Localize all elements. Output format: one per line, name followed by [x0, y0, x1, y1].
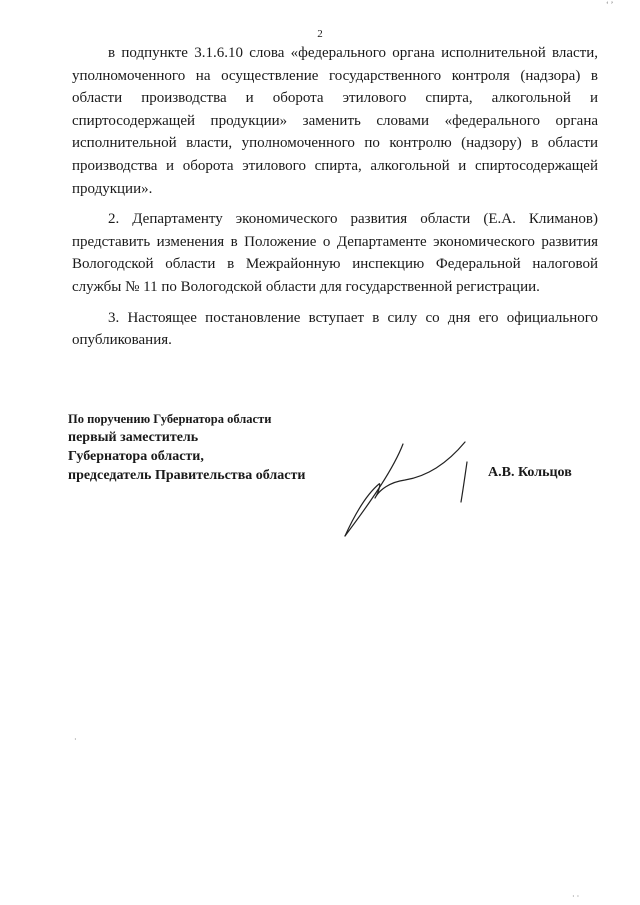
- signer-position-line-2: Губернатора области,: [68, 449, 204, 464]
- page-number: 2: [317, 28, 323, 40]
- scan-artifact: · ·: [572, 892, 580, 901]
- scan-artifact: ‘ ’: [606, 0, 614, 9]
- handwritten-signature-icon: [335, 432, 485, 542]
- signer-position-line-3: председатель Правительства области: [68, 468, 306, 483]
- paragraph-item-2: 2. Департаменту экономического развития области (Е.А. Климанов) представить изменения в Положение о Департаменте экономического развития Вологодской области в Межрайонную инспекцию Федеральной налоговой службы № 11 по Вологодской области для государственной регистрации.: [72, 211, 598, 295]
- signature-block: [68, 411, 358, 485]
- signer-name: А.В. Кольцов: [488, 465, 572, 480]
- document-body: [72, 42, 598, 360]
- signer-position-line-1: первый заместитель: [68, 430, 199, 445]
- signature-on-behalf: По поручению Губернатора области: [68, 412, 272, 426]
- paragraph-amendment: в подпункте 3.1.6.10 слова «федерального органа исполнительной власти, уполномоченного на осуществление государственного контроля (надзора) в области производства и оборота этилового спирта, алкогольной и спиртосодержащей продукции» заменить словами «федерального органа исполнительной власти, уполномоченного по контролю (надзору) в области производства и оборота этилового спирта, алкогольной и спиртосодержащей продукции».: [72, 45, 598, 197]
- scan-artifact: ·: [74, 735, 77, 744]
- paragraph-item-3: 3. Настоящее постановление вступает в силу со дня его официального опубликования.: [72, 309, 598, 349]
